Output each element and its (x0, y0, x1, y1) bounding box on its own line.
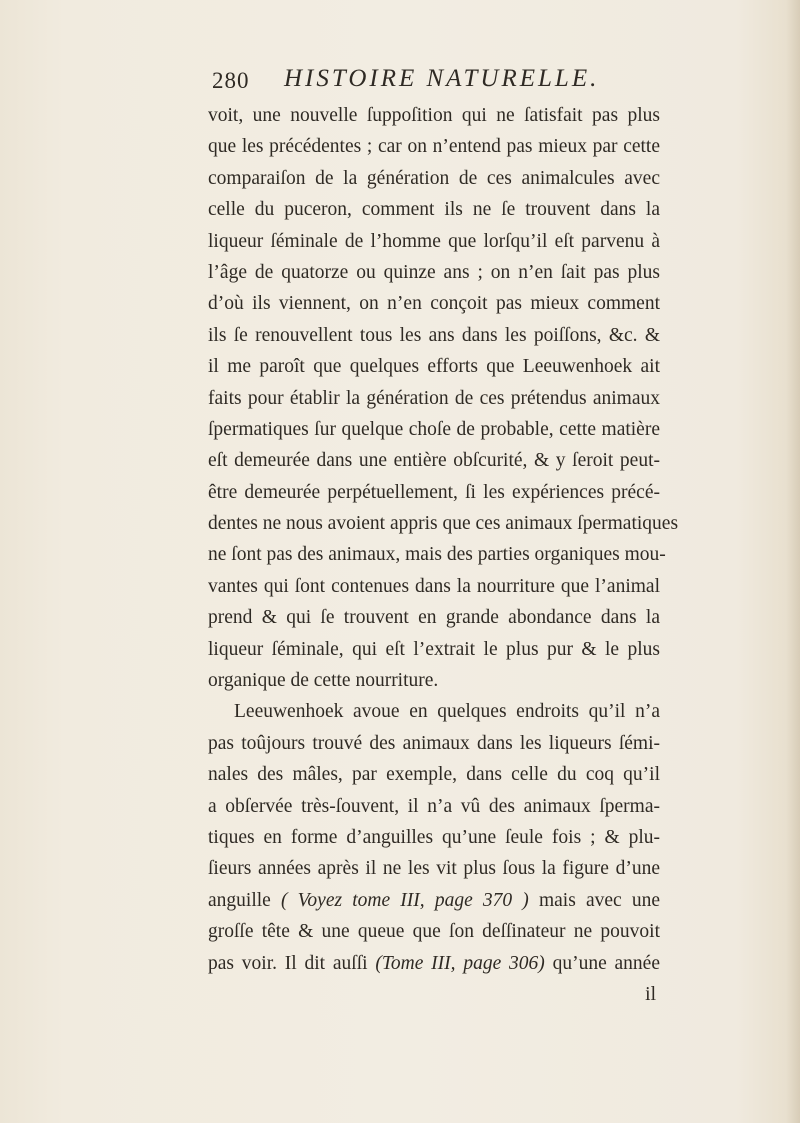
page-number: 280 (212, 68, 250, 93)
line-text: mais avec une (538, 889, 660, 911)
running-title: HISTOIRE NATURELLE. (284, 65, 600, 92)
line-text: qu’une année (552, 952, 660, 974)
text-line: dentes ne nous avoient appris que ces animaux ſpermatiques (208, 513, 679, 535)
text-line: voit, une nouvelle ſuppoſition qui ne ſatisfait pas plus (208, 105, 660, 126)
cross-reference: (Tome III, page 306) (375, 952, 545, 974)
line-text: anguille (208, 889, 271, 911)
text-line: nales des mâles, par exemple, dans celle du coq qu’il (208, 764, 660, 786)
text-line: tiques en forme d’anguilles qu’une ſeule fois ; & plu- (208, 826, 660, 848)
text-line: eſt demeurée dans une entière obſcurité, & y ſeroit peut- (208, 450, 660, 472)
text-line: pas toûjours trouvé des animaux dans les liqueurs ſémi- (208, 732, 660, 754)
text-line: a obſervée très-ſouvent, il n’a vû des animaux ſperma- (208, 795, 660, 817)
text-line: d’où ils viennent, on n’en conçoit pas mieux comment (208, 293, 660, 315)
text-line-with-reference (208, 885, 660, 916)
text-line: être demeurée perpétuellement, ſi les expériences précé- (208, 481, 660, 503)
text-line: groſſe tête & une queue que ſon deſſinateur ne pouvoit (208, 921, 660, 943)
text-line-with-reference (208, 948, 660, 979)
page-edge-shadow (786, 0, 800, 1123)
text-line: ſieurs années après il ne les vit plus ſous la figure d’une (208, 858, 660, 880)
text-line: prend & qui ſe trouvent en grande abondance dans la (208, 607, 660, 629)
text-line-paragraph-start: Leeuwenhoek avoue en quelques endroits qu’il n’a (234, 701, 660, 723)
text-line: liqueur ſéminale de l’homme que lorſqu’il eſt parvenu à (208, 230, 660, 252)
text-line-paragraph-end: organique de cette nourriture. (208, 670, 439, 692)
text-line: l’âge de quatorze ou quinze ans ; on n’en ſait pas plus (208, 261, 660, 283)
catchword: il (645, 983, 656, 1005)
text-line: celle du puceron, comment ils ne ſe trouvent dans la (208, 199, 660, 221)
text-line: ils ſe renouvellent tous les ans dans les poiſſons, &c. & (208, 324, 660, 346)
text-line: faits pour établir la génération de ces prétendus animaux (208, 387, 660, 409)
text-line: comparaiſon de la génération de ces animalcules avec (208, 167, 660, 189)
cross-reference: ( Voyez tome III, page 370 ) (281, 889, 529, 911)
page-header (212, 65, 652, 98)
line-text: pas voir. Il dit auſſi (208, 952, 368, 974)
text-line: ſpermatiques ſur quelque choſe de probable, cette matière (208, 418, 660, 440)
text-line: ne ſont pas des animaux, mais des parties organiques mou- (208, 544, 666, 566)
text-line: que les précédentes ; car on n’entend pas mieux par cette (208, 136, 660, 158)
text-line: vantes qui ſont contenues dans la nourriture que l’animal (208, 575, 660, 597)
text-line: il me paroît que quelques efforts que Leeuwenhoek ait (208, 356, 660, 378)
text-line: liqueur ſéminale, qui eſt l’extrait le plus pur & le plus (208, 638, 660, 660)
body-text (208, 100, 679, 1010)
